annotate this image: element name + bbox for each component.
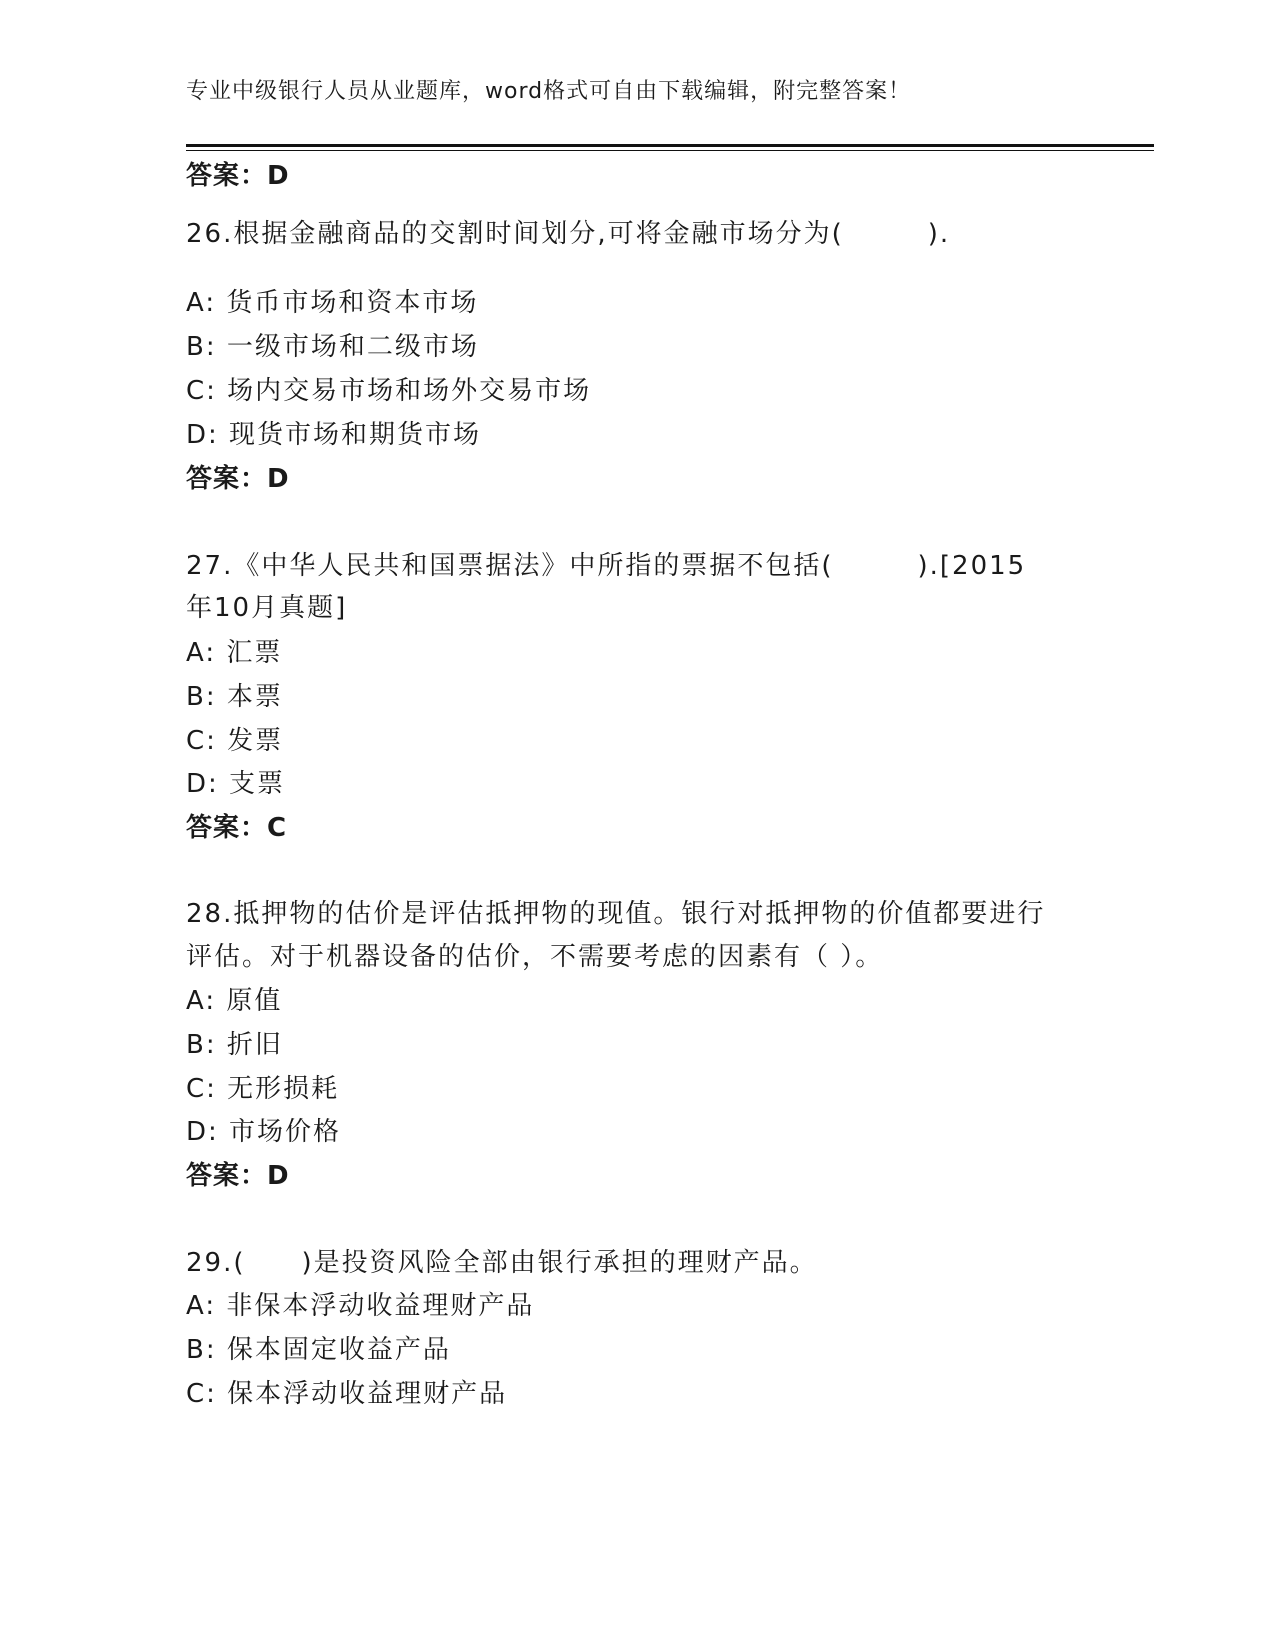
question-26-answer: 答案：D <box>186 464 290 494</box>
question-28-option-d: D: 市场价格 <box>186 1117 342 1147</box>
question-28-answer: 答案：D <box>186 1161 290 1191</box>
question-28-stem-line1: 28.抵押物的估价是评估抵押物的现值。银行对抵押物的价值都要进行 <box>186 899 1046 929</box>
question-26-option-d: D: 现货市场和期货市场 <box>186 420 482 450</box>
answer-25: 答案：D <box>186 161 290 191</box>
question-26-stem: 26.根据金融商品的交割时间划分,可将金融市场分为( ). <box>186 219 951 249</box>
question-26-option-b: B: 一级市场和二级市场 <box>186 332 479 362</box>
question-27-option-a: A: 汇票 <box>186 638 283 668</box>
header-rule-thick <box>186 144 1154 147</box>
question-29-option-b: B: 保本固定收益产品 <box>186 1335 451 1365</box>
question-26-option-a: A: 货币市场和资本市场 <box>186 288 479 318</box>
question-27-answer: 答案：C <box>186 813 288 843</box>
question-27-stem-line1: 27.《中华人民共和国票据法》中所指的票据不包括( ).[2015 <box>186 551 1027 581</box>
question-28-option-a: A: 原值 <box>186 986 283 1016</box>
question-29-option-c: C: 保本浮动收益理财产品 <box>186 1379 508 1409</box>
question-28-option-b: B: 折旧 <box>186 1030 283 1060</box>
question-29-stem: 29.( )是投资风险全部由银行承担的理财产品。 <box>186 1248 818 1278</box>
question-28-option-c: C: 无形损耗 <box>186 1074 340 1104</box>
question-27-option-d: D: 支票 <box>186 769 286 799</box>
header-rule-thin <box>186 150 1154 151</box>
question-27-option-c: C: 发票 <box>186 726 284 756</box>
question-28-stem-line2: 评估。对于机器设备的估价，不需要考虑的因素有（ ）。 <box>186 942 884 972</box>
question-27-stem-line2: 年10月真题] <box>186 593 348 623</box>
question-29-option-a: A: 非保本浮动收益理财产品 <box>186 1291 535 1321</box>
question-27-option-b: B: 本票 <box>186 682 283 712</box>
question-26-option-c: C: 场内交易市场和场外交易市场 <box>186 376 592 406</box>
page-header: 专业中级银行人员从业题库，word格式可自由下载编辑，附完整答案！ <box>186 79 912 104</box>
